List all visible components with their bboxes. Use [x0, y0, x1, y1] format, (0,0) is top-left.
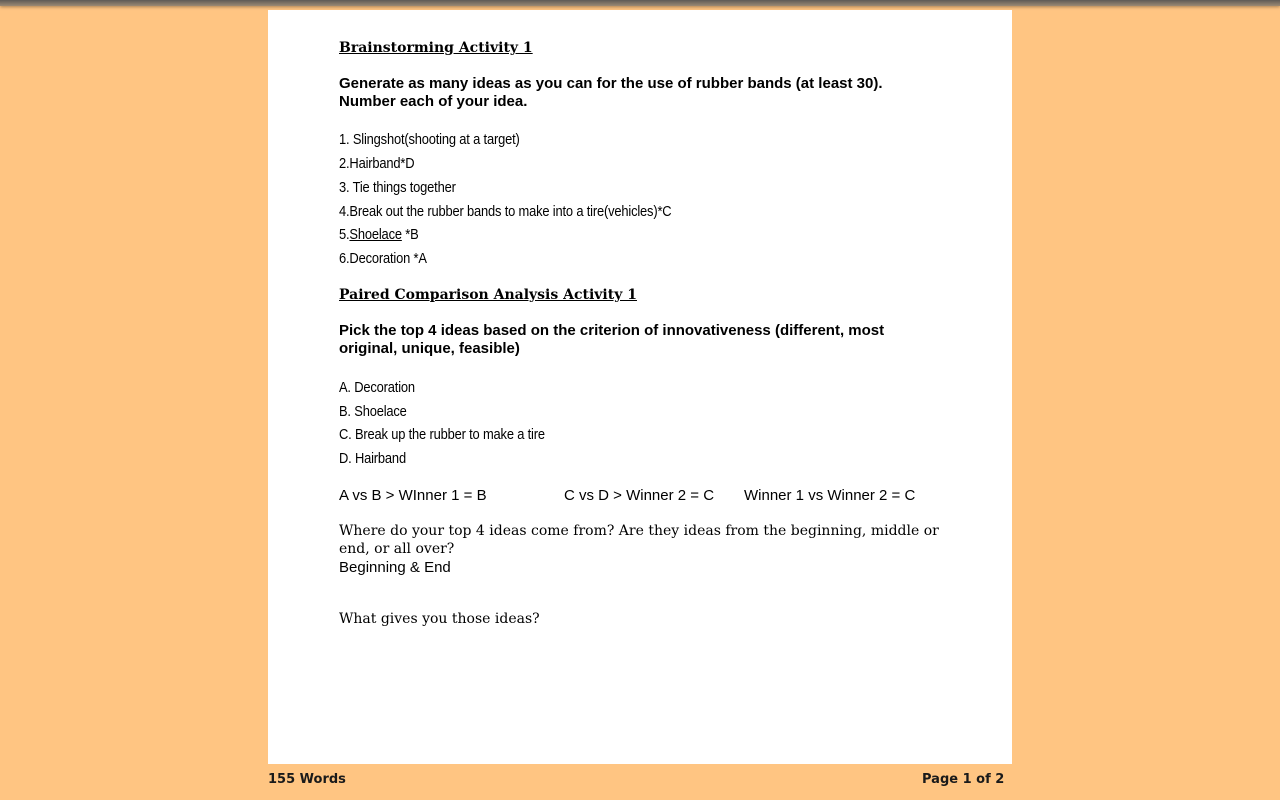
idea-text: Tie things together — [352, 179, 456, 196]
top-idea-item: B. Shoelace — [339, 403, 407, 420]
question-2: What gives you those ideas? — [339, 611, 540, 627]
brainstorm-instruction-line-1: Generate as many ideas as you can for the use of rubber bands (at least 30). — [339, 75, 883, 92]
word-count: 155 Words — [268, 772, 346, 787]
idea-item — [339, 155, 414, 172]
comparison-final: Winner 1 vs Winner 2 = C — [744, 487, 916, 504]
idea-text: Slingshot(shooting at a target) — [352, 131, 520, 148]
answer-1: Beginning & End — [339, 559, 451, 576]
idea-number: 5. — [339, 226, 350, 243]
top-idea-item: D. Hairband — [339, 450, 406, 467]
idea-item — [339, 179, 456, 196]
window-top-bar — [0, 0, 1280, 6]
idea-item — [339, 250, 427, 267]
page-indicator: Page 1 of 2 — [922, 772, 1005, 787]
idea-item — [339, 203, 671, 220]
paired-comparison-heading: Paired Comparison Analysis Activity 1 — [339, 287, 637, 303]
paired-instruction-line-1: Pick the top 4 ideas based on the criterion of innovativeness (different, most — [339, 322, 885, 339]
idea-number: 4. — [339, 203, 350, 220]
idea-mark: *C — [657, 203, 672, 220]
document-page[interactable] — [268, 10, 1012, 764]
idea-item — [339, 226, 419, 243]
idea-text: Break out the rubber bands to make into a tire(vehicles) — [349, 203, 658, 220]
idea-number: 6. — [339, 250, 350, 267]
idea-text: Shoelace — [349, 226, 402, 243]
idea-text: Hairband — [349, 155, 401, 172]
idea-mark: *A — [410, 250, 427, 267]
idea-text: Decoration — [349, 250, 411, 267]
comparison-1: A vs B > WInner 1 = B — [339, 487, 487, 504]
comparison-2: C vs D > Winner 2 = C — [564, 487, 715, 504]
idea-number: 3. — [339, 179, 350, 196]
idea-item — [339, 131, 520, 148]
question-1-line-1: Where do your top 4 ideas come from? Are they ideas from the beginning, middle or — [339, 523, 939, 539]
top-idea-item: C. Break up the rubber to make a tire — [339, 426, 545, 443]
top-idea-item: A. Decoration — [339, 379, 415, 396]
paired-instruction-line-2: original, unique, feasible) — [339, 340, 520, 357]
question-1-line-2: end, or all over? — [339, 541, 455, 557]
idea-number: 2. — [339, 155, 350, 172]
idea-mark: *B — [401, 226, 419, 243]
idea-mark: *D — [400, 155, 415, 172]
brainstorm-instruction-line-2: Number each of your idea. — [339, 93, 528, 110]
idea-number: 1. — [339, 131, 350, 148]
brainstorm-heading: Brainstorming Activity 1 — [339, 40, 533, 56]
